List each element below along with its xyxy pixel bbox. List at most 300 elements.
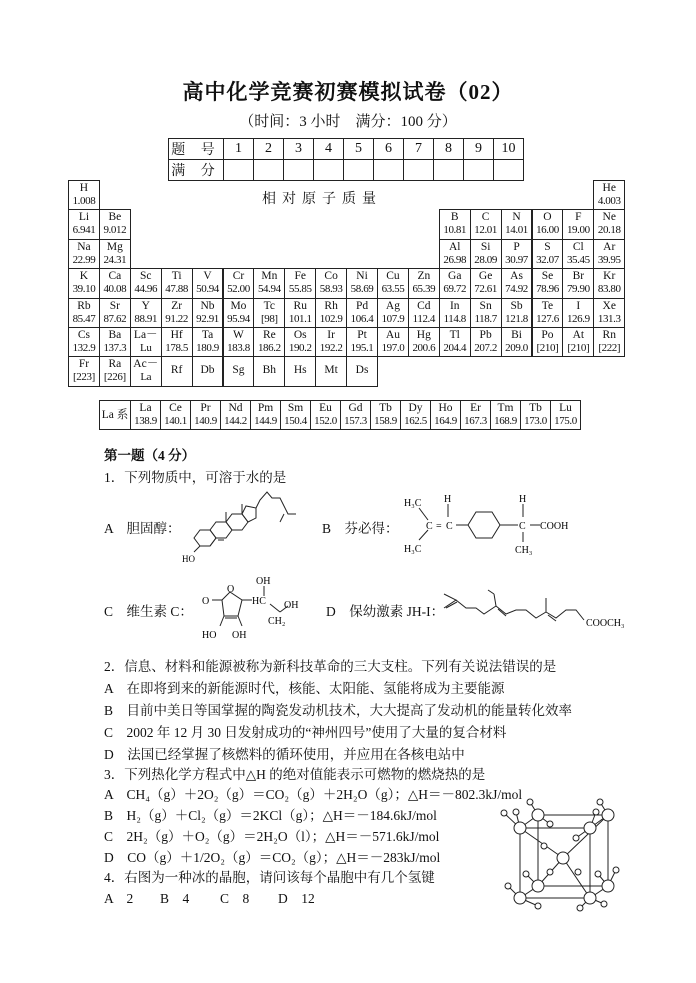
element-symbol: Cs [77, 329, 91, 341]
periodic-table-title: 相对原子质量 [262, 191, 382, 207]
atomic-mass: 19.00 [566, 224, 590, 237]
exam-info: （时间：3 小时 满分：100 分） [239, 114, 457, 130]
element-symbol: Pm [257, 402, 274, 414]
element-cell [377, 327, 409, 357]
h-right-label: H [519, 494, 527, 505]
element-cell [130, 327, 162, 357]
q4-option-b: B 4 [160, 891, 190, 906]
element-cell [593, 209, 625, 239]
element-symbol: Cd [417, 299, 431, 312]
element-cell [192, 298, 224, 328]
atomic-mass: 88.91 [134, 312, 158, 325]
atomic-mass: 16.00 [536, 224, 559, 237]
element-cell [532, 268, 564, 298]
element-cell [253, 356, 285, 386]
element-cell [377, 298, 409, 328]
atomic-mass: 168.9 [494, 415, 517, 427]
atomic-mass: 140.1 [164, 415, 187, 427]
element-cell [315, 268, 347, 298]
element-symbol: P [513, 240, 520, 253]
lanthanide-cell [461, 401, 491, 430]
element-symbol: Br [572, 270, 585, 283]
element-symbol: Sr [109, 299, 120, 312]
element-cell [315, 356, 347, 386]
element-symbol: Tb [529, 402, 542, 414]
atomic-mass: 85.47 [72, 312, 96, 325]
atomic-mass: 91.22 [165, 312, 189, 325]
atomic-mass: 180.9 [196, 342, 219, 354]
juvenile-hormone-structure-icon [444, 590, 624, 635]
atomic-mass: 58.93 [319, 283, 343, 296]
ice-crystal-cell-icon [498, 798, 623, 910]
element-symbol: Au [385, 329, 400, 341]
element-symbol: Ds [355, 364, 369, 377]
element-cell [130, 356, 162, 386]
element-cell [68, 239, 100, 269]
atomic-mass: 6.941 [72, 224, 96, 237]
element-symbol: Zr [171, 299, 183, 312]
element-symbol: He [602, 182, 616, 194]
row-label-full-score: 满 分 [169, 160, 224, 181]
element-cell [68, 356, 100, 386]
q4-option-d: D 12 [278, 891, 315, 906]
atomic-mass: 164.9 [434, 415, 457, 427]
element-cell [99, 298, 131, 328]
atomic-mass: [210] [567, 342, 590, 354]
atomic-mass: 40.08 [103, 283, 127, 296]
lanthanide-cell [521, 401, 551, 430]
element-cell [501, 327, 533, 357]
element-symbol: In [449, 299, 460, 312]
element-symbol: Ra [108, 358, 122, 371]
atomic-mass: 144.2 [224, 415, 247, 427]
element-symbol: Xe [602, 299, 616, 312]
score-cell [464, 160, 494, 181]
q1-option-c: C 维生素 C： [104, 604, 193, 619]
element-cell [68, 268, 100, 298]
atomic-mass: [223] [73, 371, 95, 384]
element-symbol: Y [141, 299, 150, 312]
element-cell [593, 327, 625, 357]
atomic-mass: 121.8 [505, 312, 528, 325]
element-symbol: Pb [479, 329, 492, 341]
vitamin-c-structure-icon [192, 572, 302, 642]
atomic-mass: 106.4 [350, 312, 374, 325]
atomic-mass: 178.5 [165, 342, 189, 354]
element-cell [439, 268, 471, 298]
lanthanide-row [100, 401, 581, 430]
element-symbol: N [512, 211, 521, 224]
atomic-mass: 72.61 [474, 283, 498, 296]
score-cell [374, 160, 404, 181]
element-cell [68, 298, 100, 328]
element-symbol: Ag [385, 299, 400, 312]
element-cell [562, 327, 594, 357]
atomic-mass: 144.9 [254, 415, 277, 427]
q1-option-a: A 胆固醇： [104, 521, 181, 536]
element-symbol: Al [448, 240, 461, 253]
atomic-mass: 1.008 [72, 195, 96, 207]
element-symbol: Po [541, 329, 554, 341]
element-symbol: Rf [170, 364, 183, 377]
q2-option-b: B 目前中美日等国掌握的陶瓷发动机技术，大大提高了发动机的能量转化效率 [104, 703, 573, 718]
score-cell [224, 160, 254, 181]
score-cell [494, 160, 524, 181]
atomic-mass: 20.18 [597, 224, 621, 237]
element-symbol: Ge [478, 270, 493, 283]
element-symbol: Sm [287, 402, 304, 414]
element-symbol: Cl [572, 240, 584, 253]
atomic-mass: 152.0 [314, 415, 337, 427]
score-cell [254, 160, 284, 181]
lanthanide-label: La 系 [100, 401, 131, 430]
atomic-mass: 118.7 [474, 312, 497, 325]
element-cell [593, 268, 625, 298]
element-symbol: Hf [170, 329, 183, 341]
atomic-mass: 132.9 [72, 342, 96, 354]
element-cell [346, 356, 378, 386]
element-symbol: Bh [262, 364, 277, 377]
element-symbol: Hg [416, 329, 431, 341]
oh-right-label: OH [284, 600, 299, 611]
element-cell [223, 298, 255, 328]
element-symbol: Cr [232, 270, 245, 283]
column-4: 4 [314, 139, 344, 160]
atomic-mass: 173.0 [524, 415, 547, 427]
element-symbol: Er [470, 402, 481, 414]
element-cell [439, 327, 471, 357]
lanthanide-cell [551, 401, 581, 430]
q3-option-d: D CO（g）＋1/2O₂（g）＝CO₂（g）；△H＝－283kJ/mol [104, 850, 441, 865]
atomic-mass: 10.81 [443, 224, 467, 237]
column-5: 5 [344, 139, 374, 160]
atomic-mass: 28.09 [474, 253, 498, 266]
element-symbol: Sn [479, 299, 492, 312]
element-cell [315, 327, 347, 357]
element-symbol: At [572, 329, 585, 341]
atomic-mass: [226] [103, 371, 126, 384]
atomic-mass: 197.0 [381, 342, 405, 354]
element-symbol: Cu [386, 270, 400, 283]
atomic-mass: 102.9 [319, 312, 343, 325]
element-cell [501, 268, 533, 298]
lanthanide-cell [131, 401, 161, 430]
column-7: 7 [404, 139, 434, 160]
element-cell [532, 298, 564, 328]
element-cell [439, 209, 471, 239]
atomic-mass: 79.90 [566, 283, 590, 296]
atomic-mass: 52.00 [227, 283, 250, 296]
atomic-mass: 63.55 [381, 283, 405, 296]
element-cell [68, 209, 100, 239]
element-symbol: Tm [497, 402, 514, 414]
atomic-mass: 167.3 [464, 415, 487, 427]
element-cell [223, 268, 255, 298]
atomic-mass: [210] [536, 342, 559, 354]
element-cell [470, 298, 502, 328]
element-symbol: Zn [417, 270, 431, 283]
fenbid-structure-icon [402, 490, 582, 560]
element-symbol: Ga [448, 270, 462, 283]
element-cell [470, 327, 502, 357]
atomic-mass: 9.012 [103, 224, 127, 237]
element-symbol: Rb [77, 299, 91, 312]
element-symbol: La [139, 402, 152, 414]
element-cell [315, 298, 347, 328]
atomic-mass: 32.07 [536, 253, 559, 266]
element-symbol: S [544, 240, 551, 253]
atomic-mass: 190.2 [288, 342, 312, 354]
lanthanide-cell [221, 401, 251, 430]
element-symbol: Ba [108, 329, 122, 341]
atomic-mass: 138.9 [134, 415, 157, 427]
element-cell [253, 268, 285, 298]
atomic-mass: 39.10 [72, 283, 96, 296]
element-symbol: Te [541, 299, 554, 312]
element-symbol: Db [200, 364, 215, 377]
atomic-mass: [222] [598, 342, 621, 354]
element-symbol: Ce [169, 402, 182, 414]
element-cell [346, 298, 378, 328]
atomic-mass: 12.01 [474, 224, 498, 237]
element-cell [346, 327, 378, 357]
element-symbol: Gd [348, 402, 363, 414]
atomic-mass: 127.6 [536, 312, 559, 325]
column-6: 6 [374, 139, 404, 160]
atomic-mass: 175.0 [554, 415, 577, 427]
lanthanide-cell [341, 401, 371, 430]
score-cell [314, 160, 344, 181]
atomic-mass: 24.31 [103, 253, 127, 266]
atomic-mass: 54.94 [257, 283, 281, 296]
element-symbol: Ho [438, 402, 453, 414]
element-symbol: Kr [603, 270, 616, 283]
atomic-mass: 83.80 [597, 283, 621, 296]
atomic-mass: 14.01 [505, 224, 528, 237]
element-symbol: As [510, 270, 523, 283]
atomic-mass: 95.94 [227, 312, 250, 325]
methyl-top-label: H₃C [404, 498, 422, 509]
element-symbol: Fe [294, 270, 306, 283]
element-symbol: Tc [263, 299, 275, 312]
element-symbol: Ca [108, 270, 122, 283]
lanthanide-table [99, 400, 581, 430]
atomic-mass: 4.003 [597, 195, 621, 207]
atomic-mass: 112.4 [412, 312, 435, 325]
atomic-mass: Lu [140, 342, 152, 354]
element-cell [192, 356, 224, 386]
element-cell [68, 327, 100, 357]
element-symbol: Se [541, 270, 554, 283]
element-cell [593, 239, 625, 269]
element-cell [99, 268, 131, 298]
element-symbol: Eu [319, 402, 332, 414]
element-cell [501, 209, 533, 239]
element-symbol: Mo [230, 299, 247, 312]
element-symbol: Re [262, 329, 276, 341]
element-cell [562, 209, 594, 239]
element-symbol: Mn [261, 270, 278, 283]
q2-option-a: A 在即将到来的新能源时代，核能、太阳能、氢能将成为主要能源 [104, 681, 505, 696]
element-symbol: Ta [201, 329, 214, 341]
column-2: 2 [254, 139, 284, 160]
element-symbol: B [450, 211, 459, 224]
q3-option-c: C 2H₂（g）＋O₂（g）＝2H₂O（l）；△H＝－571.6kJ/mol [104, 829, 440, 844]
element-symbol: I [576, 299, 581, 312]
lanthanide-cell [311, 401, 341, 430]
atomic-mass: 74.92 [505, 283, 528, 296]
atomic-mass: 137.3 [103, 342, 127, 354]
element-cell [284, 298, 316, 328]
ester-label: COOCH₃ [586, 618, 625, 629]
element-symbol: Na [77, 240, 91, 253]
element-cell [253, 298, 285, 328]
atomic-mass: 140.9 [194, 415, 217, 427]
element-symbol: Li [78, 211, 90, 224]
keto-oxygen-label: O [202, 596, 210, 607]
element-symbol: Ar [603, 240, 616, 253]
element-symbol: La－ [133, 329, 158, 341]
q1-option-d: D 保幼激素 JH-I： [326, 604, 445, 619]
element-cell [253, 327, 285, 357]
ch2-label: CH₂ [268, 616, 286, 627]
element-symbol: Be [108, 211, 122, 224]
atomic-mass: 50.94 [196, 283, 219, 296]
atomic-mass: 195.1 [350, 342, 374, 354]
element-cell [223, 327, 255, 357]
atomic-mass: 192.2 [319, 342, 343, 354]
element-symbol: Ni [356, 270, 368, 283]
atomic-mass: 26.98 [443, 253, 467, 266]
methyl-label: CH₃ [515, 545, 533, 556]
score-cell [434, 160, 464, 181]
element-cell [470, 268, 502, 298]
element-cell [501, 239, 533, 269]
q4-option-a: A 2 [104, 891, 134, 906]
element-cell [68, 180, 100, 210]
element-symbol: Mt [324, 364, 338, 377]
cholesterol-structure-icon [180, 486, 310, 566]
atomic-mass: 209.0 [505, 342, 528, 354]
element-symbol: Ti [171, 270, 182, 283]
atomic-mass: 44.96 [134, 283, 158, 296]
atomic-mass: 30.97 [505, 253, 528, 266]
element-symbol: Lu [559, 402, 572, 414]
element-cell [408, 298, 440, 328]
score-table-header-row [169, 139, 524, 160]
hydroxyl-label: HO [182, 554, 195, 564]
atomic-mass: 55.85 [288, 283, 312, 296]
element-cell [532, 239, 564, 269]
element-cell [439, 239, 471, 269]
score-table-score-row [169, 160, 524, 181]
element-symbol: C [481, 211, 490, 224]
q3-option-b: B H₂（g）＋Cl₂（g）＝2KCl（g）；△H＝－184.6kJ/mol [104, 808, 437, 823]
element-cell [377, 268, 409, 298]
element-cell [99, 356, 131, 386]
element-cell [532, 209, 564, 239]
element-cell [99, 327, 131, 357]
hc-label: HC [252, 596, 266, 607]
element-cell [130, 268, 162, 298]
element-cell [192, 268, 224, 298]
column-10: 10 [494, 139, 524, 160]
element-symbol: Tl [449, 329, 460, 341]
element-cell [161, 327, 193, 357]
atomic-mass: 157.3 [344, 415, 367, 427]
element-cell [223, 356, 255, 386]
atomic-mass: 126.9 [566, 312, 590, 325]
atomic-mass: 183.8 [227, 342, 250, 354]
lanthanide-cell [371, 401, 401, 430]
element-symbol: Sc [139, 270, 152, 283]
element-symbol: Ac－ [133, 358, 159, 371]
atomic-mass: 92.91 [196, 312, 219, 325]
atomic-mass: 65.39 [412, 283, 436, 296]
element-cell [532, 327, 564, 357]
element-symbol: Nd [228, 402, 243, 414]
q1-option-b: B 芬必得： [322, 521, 399, 536]
element-symbol: Si [480, 240, 491, 253]
element-cell [161, 268, 193, 298]
element-cell [439, 298, 471, 328]
atomic-mass: 35.45 [566, 253, 590, 266]
lanthanide-cell [251, 401, 281, 430]
element-symbol: V [203, 270, 212, 283]
lanthanide-cell [491, 401, 521, 430]
column-9: 9 [464, 139, 494, 160]
atomic-mass: [98] [260, 312, 278, 325]
score-table [168, 138, 524, 181]
element-cell [346, 268, 378, 298]
element-symbol: Pd [355, 299, 369, 312]
element-symbol: Sg [232, 364, 245, 377]
element-symbol: Fr [78, 358, 90, 371]
element-symbol: Bi [511, 329, 522, 341]
ring-oxygen-label: O [227, 584, 235, 595]
element-cell [192, 327, 224, 357]
section-heading: 第一题（4 分） [104, 448, 196, 463]
oh-bottom-label: OH [232, 630, 247, 641]
element-cell [284, 356, 316, 386]
element-symbol: H [79, 182, 89, 194]
c-right-label: C [519, 521, 526, 532]
c-left-label: C [426, 521, 433, 532]
atomic-mass: 69.72 [443, 283, 467, 296]
atomic-mass: 131.3 [597, 312, 621, 325]
element-cell [408, 268, 440, 298]
element-symbol: Nb [200, 299, 215, 312]
element-cell [562, 298, 594, 328]
atomic-mass: 101.1 [288, 312, 312, 325]
atomic-mass: 186.2 [257, 342, 281, 354]
question-1-stem: 1．下列物质中，可溶于水的是 [104, 470, 287, 485]
column-8: 8 [434, 139, 464, 160]
element-cell [99, 209, 131, 239]
atomic-mass: 107.9 [381, 312, 405, 325]
score-cell [344, 160, 374, 181]
element-symbol: F [575, 211, 582, 224]
column-1: 1 [224, 139, 254, 160]
element-symbol: W [233, 329, 244, 341]
element-cell [593, 298, 625, 328]
element-symbol: K [79, 270, 89, 283]
element-cell [161, 298, 193, 328]
atomic-mass: 114.8 [443, 312, 466, 325]
atomic-mass: La [140, 371, 152, 384]
oh-top-label: OH [256, 576, 271, 587]
c-mid-label: C [446, 521, 453, 532]
